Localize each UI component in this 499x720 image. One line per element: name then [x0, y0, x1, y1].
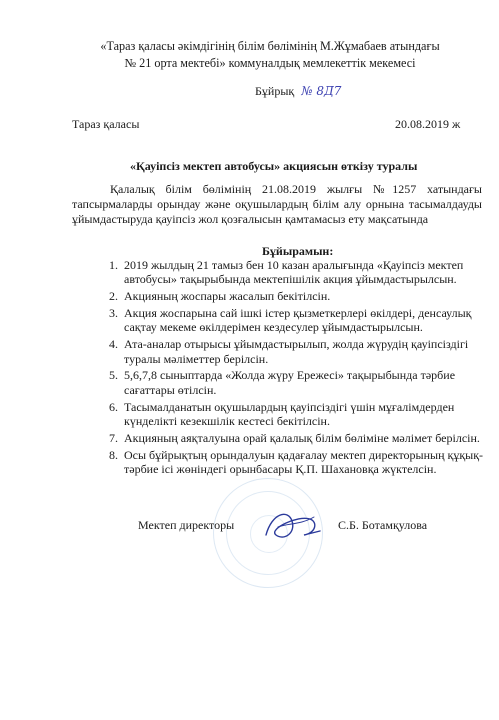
order-item	[72, 431, 492, 445]
order-item-text: Ата-аналар отырысы ұйымдастырылып, жолда жүрудің қауіпсіздігі туралы мәліметтер берілсін.	[124, 337, 469, 366]
order-item-number: 6.	[109, 399, 118, 414]
place: Тараз қаласы	[72, 117, 140, 131]
decree-heading: Бұйырамын:	[262, 244, 334, 258]
order-item-text: 2019 жылдың 21 тамыз бен 10 казан аралығында «Қауіпсіз мектеп автобусы» тақырыбында мектепішілік акция ұйымдастырылсын.	[124, 258, 464, 287]
org-line-1: «Тараз қаласы әкімдігінің білім бөлімінің М.Жұмабаев атындағы	[100, 39, 440, 53]
order-items	[72, 258, 492, 479]
intro-paragraph: Қалалық білім бөлімінің 21.08.2019 жылғы №1257 хатындағы тапсырмаларды орындау және оқушылардың білім алу орнына тасымалдауды ұйымдастыруда қауіпсіз жол қозғалысын қамтамасыз ету мақсатында	[72, 182, 482, 226]
org-line-2: № 21 орта мектебі» коммуналдық мемлекеттік мекемесі	[124, 56, 416, 70]
order-label: Бұйрық	[255, 84, 295, 98]
order-item-number: 3.	[109, 306, 118, 320]
order-item	[72, 448, 492, 477]
order-item-text: Тасымалданатын оқушылардың қауіпсіздігі үшін мұғалімдерден күнделікті кезекшілік кестесі бекітілсін.	[124, 399, 455, 429]
order-item-text: Акцияның жоспары жасалып бекітілсін.	[124, 289, 331, 304]
order-item-number: 7.	[109, 430, 118, 445]
document-title: «Қауіпсіз мектеп автобусы» акциясын өткізу туралы	[130, 159, 418, 173]
signatory-name: С.Б. Ботамқулова	[338, 518, 428, 532]
order-item	[72, 306, 492, 335]
order-item	[72, 337, 492, 366]
order-item-number: 5.	[109, 368, 118, 383]
order-item-text: Акцияның аяқталуына орай қалалық білім бөліміне мәлімет берілсін.	[124, 430, 480, 445]
order-item-number: 4.	[109, 337, 118, 352]
order-number: № 8Д7	[301, 84, 342, 98]
order-item-number: 1.	[109, 258, 118, 272]
order-item-number: 2.	[109, 289, 118, 304]
order-item-number: 8.	[109, 447, 118, 462]
date: 20.08.2019 ж	[395, 117, 461, 131]
order-item-text: 5,6,7,8 сыныптарда «Жолда жүру Ережесі» тақырыбында тәрбие сағаттары өтілсін.	[124, 368, 456, 397]
organization-header	[60, 38, 480, 72]
order-item	[72, 289, 492, 303]
order-item	[72, 368, 492, 397]
signature-image	[258, 505, 328, 545]
signatory-position: Мектеп директоры	[138, 518, 235, 532]
order-item	[72, 258, 492, 287]
order-item	[72, 400, 492, 429]
order-item-text: Осы бұйрықтың орындалуын қадағалау мектеп директорының құқық-тәрбие ісі жөніндегі орынбасары Қ.П. Шахановқа жүктелсін.	[124, 447, 484, 477]
order-heading	[255, 84, 341, 99]
order-item-text: Акция жоспарына сай ішкі істер қызметкерлері өкілдері, денсаулық сақтау мекеме өкілдерімен кездесулер ұйымдастырылсын.	[124, 306, 472, 335]
